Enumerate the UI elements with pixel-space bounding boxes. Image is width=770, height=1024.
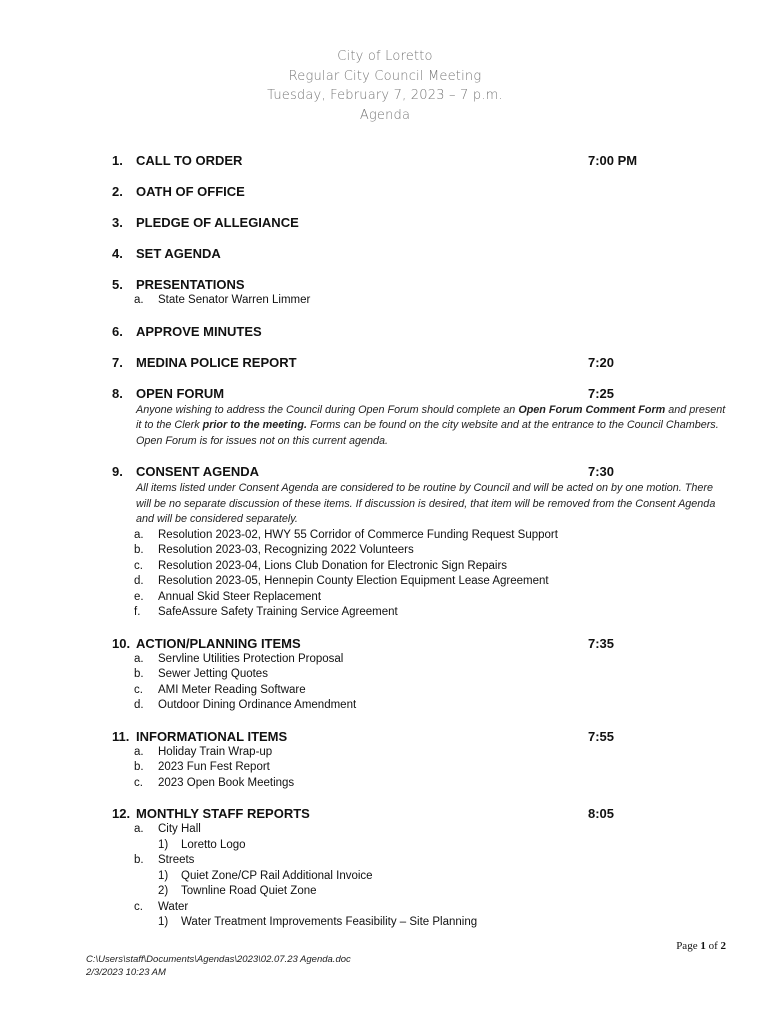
note-emphasis: Open Forum Comment Form bbox=[518, 403, 666, 416]
item-text: Water Treatment Improvements Feasibility – Site Planning bbox=[181, 916, 478, 928]
page-of-word: of bbox=[708, 940, 718, 952]
item-number: 1) bbox=[158, 838, 169, 851]
item-title: MONTHLY STAFF REPORTS bbox=[136, 806, 310, 821]
item-letter: b. bbox=[134, 544, 144, 556]
list-item bbox=[112, 590, 672, 606]
list-item bbox=[112, 853, 672, 869]
sub-item-list bbox=[112, 900, 672, 916]
meeting-type: Regular City Council Meeting bbox=[288, 68, 482, 84]
current-page: 1 bbox=[700, 940, 706, 952]
item-letter: c. bbox=[134, 900, 143, 913]
item-number: 2. bbox=[112, 184, 123, 199]
item-letter: b. bbox=[134, 761, 144, 773]
sub-sub-item-list bbox=[112, 869, 672, 900]
item-letter: c. bbox=[134, 559, 143, 572]
list-item bbox=[112, 884, 672, 900]
file-path: C:\Users\staff\Documents\Agendas\2023\02.07.23 Agenda.doc bbox=[86, 954, 351, 965]
item-letter: a. bbox=[134, 745, 144, 758]
item-text: Resolution 2023-02, HWY 55 Corridor of Commerce Funding Request Support bbox=[158, 528, 558, 541]
item-letter: c. bbox=[134, 776, 143, 789]
item-time: 7:25 bbox=[588, 385, 615, 401]
item-title: ACTION/PLANNING ITEMS bbox=[136, 635, 301, 651]
item-text: Annual Skid Steer Replacement bbox=[158, 590, 322, 603]
item-number: 9. bbox=[112, 464, 123, 479]
note-text: and present it to the Clerk bbox=[136, 403, 726, 431]
city-name: City of Loretto bbox=[337, 49, 433, 64]
page-number bbox=[676, 940, 726, 952]
agenda-item bbox=[112, 277, 672, 309]
item-time: 7:20 bbox=[588, 354, 615, 370]
item-text: AMI Meter Reading Software bbox=[158, 683, 306, 696]
consent-agenda-note: All items listed under Consent Agenda are considered to be routine by Council and will be acted on by one motion. There will be no separate discussion of these items. If discussion is desired, that item will be removed from the Consent Agenda and will be considered separately. bbox=[136, 482, 716, 525]
list-item bbox=[112, 869, 672, 885]
list-item bbox=[112, 760, 672, 776]
item-letter: b. bbox=[134, 668, 144, 680]
list-item bbox=[112, 543, 672, 559]
item-title: CONSENT AGENDA bbox=[136, 464, 260, 479]
list-item bbox=[112, 745, 672, 761]
item-number: 6. bbox=[112, 323, 123, 339]
list-item bbox=[112, 605, 672, 621]
item-title: CALL TO ORDER bbox=[136, 153, 243, 168]
list-item bbox=[112, 559, 672, 575]
item-letter: a. bbox=[134, 823, 144, 835]
item-text: City Hall bbox=[158, 823, 201, 835]
sub-item-list bbox=[112, 293, 672, 309]
meeting-date: Tuesday, February 7, 2023 – 7 p.m. bbox=[267, 88, 503, 103]
item-letter: f. bbox=[134, 606, 141, 618]
item-title: OPEN FORUM bbox=[136, 385, 225, 401]
note-emphasis: prior to the meeting. bbox=[202, 419, 307, 431]
item-title: INFORMATIONAL ITEMS bbox=[136, 728, 288, 744]
item-text: Quiet Zone/CP Rail Additional Invoice bbox=[181, 869, 373, 882]
item-number: 10. bbox=[112, 635, 131, 651]
item-time: 7:55 bbox=[588, 728, 615, 744]
open-forum-note bbox=[136, 403, 726, 450]
item-letter: c. bbox=[134, 683, 143, 696]
agenda-item bbox=[112, 464, 716, 621]
item-title: MEDINA POLICE REPORT bbox=[136, 354, 297, 370]
sub-item-list bbox=[112, 853, 672, 869]
item-text: State Senator Warren Limmer bbox=[158, 294, 311, 306]
agenda-item bbox=[112, 246, 672, 262]
item-number: 2) bbox=[158, 885, 169, 897]
agenda-item bbox=[112, 636, 672, 714]
list-item bbox=[112, 293, 672, 309]
agenda-item bbox=[112, 806, 672, 931]
list-item bbox=[112, 822, 672, 838]
agenda-list bbox=[112, 153, 726, 931]
list-item bbox=[112, 683, 672, 699]
list-item bbox=[112, 528, 672, 544]
list-item bbox=[112, 915, 672, 931]
item-text: Resolution 2023-04, Lions Club Donation for Electronic Sign Repairs bbox=[158, 559, 508, 572]
item-number: 1. bbox=[112, 153, 123, 168]
item-text: Water bbox=[158, 900, 189, 913]
item-number: 7. bbox=[112, 354, 123, 370]
sub-item-list bbox=[112, 822, 672, 838]
item-letter: d. bbox=[134, 699, 144, 711]
item-number: 1) bbox=[158, 869, 169, 882]
item-text: Streets bbox=[158, 854, 195, 866]
item-text: Outdoor Dining Ordinance Amendment bbox=[158, 699, 357, 711]
item-number: 12. bbox=[112, 806, 131, 821]
item-text: Resolution 2023-05, Hennepin County Election Equipment Lease Agreement bbox=[158, 575, 549, 587]
sub-item-list bbox=[112, 652, 672, 714]
item-number: 5. bbox=[112, 277, 123, 292]
agenda-item bbox=[112, 355, 672, 371]
item-letter: e. bbox=[134, 590, 144, 603]
item-time: 8:05 bbox=[588, 806, 615, 821]
item-time: 7:00 PM bbox=[588, 153, 638, 168]
sub-item-list bbox=[112, 528, 672, 621]
sub-sub-item-list bbox=[112, 915, 672, 931]
item-number: 3. bbox=[112, 215, 123, 230]
item-text: 2023 Fun Fest Report bbox=[158, 761, 270, 773]
list-item bbox=[112, 900, 672, 916]
item-text: Servline Utilities Protection Proposal bbox=[158, 652, 344, 665]
item-number: 8. bbox=[112, 385, 123, 401]
item-text: Loretto Logo bbox=[181, 838, 246, 851]
note-text: Forms can be found on the city website and at the entrance to the Council Chambers. Open Forum is for issues not on this current agenda. bbox=[136, 419, 719, 447]
item-title: SET AGENDA bbox=[136, 246, 221, 261]
item-letter: a. bbox=[134, 294, 144, 306]
item-text: Sewer Jetting Quotes bbox=[158, 668, 268, 680]
list-item bbox=[112, 698, 672, 714]
item-time: 7:30 bbox=[588, 464, 615, 479]
agenda-item bbox=[112, 215, 672, 231]
item-number: 1) bbox=[158, 916, 169, 928]
item-text: SafeAssure Safety Training Service Agreement bbox=[158, 606, 398, 618]
item-letter: d. bbox=[134, 575, 144, 587]
item-number: 11. bbox=[112, 728, 130, 744]
list-item bbox=[112, 574, 672, 590]
item-title: PRESENTATIONS bbox=[136, 277, 245, 292]
item-number: 4. bbox=[112, 246, 123, 261]
item-text: 2023 Open Book Meetings bbox=[158, 776, 295, 789]
list-item bbox=[112, 667, 672, 683]
agenda-item bbox=[112, 729, 672, 792]
file-footer bbox=[86, 953, 351, 979]
item-title: OATH OF OFFICE bbox=[136, 184, 245, 199]
list-item bbox=[112, 776, 672, 792]
item-time: 7:35 bbox=[588, 635, 615, 651]
item-letter: a. bbox=[134, 528, 144, 541]
item-text: Resolution 2023-03, Recognizing 2022 Volunteers bbox=[158, 544, 414, 556]
agenda-item bbox=[112, 184, 672, 200]
item-title: PLEDGE OF ALLEGIANCE bbox=[136, 215, 299, 230]
agenda-item bbox=[112, 385, 726, 450]
document-header bbox=[0, 47, 770, 125]
list-item bbox=[112, 652, 672, 668]
item-letter: b. bbox=[134, 854, 144, 866]
item-text: Holiday Train Wrap-up bbox=[158, 745, 273, 758]
agenda-item bbox=[112, 153, 672, 169]
note-text: Anyone wishing to address the Council during Open Forum should complete an bbox=[136, 403, 519, 416]
sub-item-list bbox=[112, 745, 672, 792]
file-timestamp: 2/3/2023 10:23 AM bbox=[86, 967, 166, 978]
sub-sub-item-list bbox=[112, 838, 672, 854]
agenda-item bbox=[112, 324, 672, 340]
page-word: Page bbox=[676, 940, 698, 952]
total-pages: 2 bbox=[720, 940, 726, 952]
list-item bbox=[112, 838, 672, 854]
item-text: Townline Road Quiet Zone bbox=[181, 885, 317, 897]
item-title: APPROVE MINUTES bbox=[136, 323, 262, 339]
document-title: Agenda bbox=[359, 107, 411, 123]
item-letter: a. bbox=[134, 652, 144, 665]
